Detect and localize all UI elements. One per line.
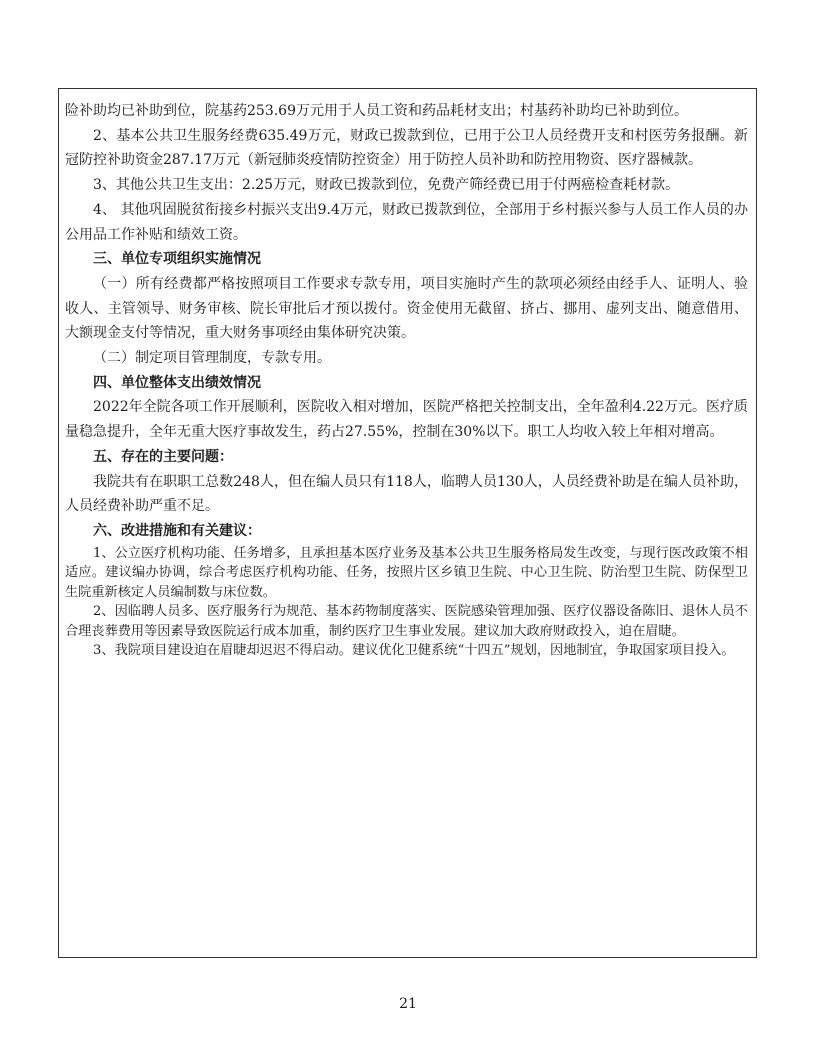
content-frame: [58, 88, 757, 958]
section-4-heading: 四、单位整体支出绩效情况: [93, 374, 261, 391]
paragraph-rural-revitalization: 4、 其他巩固脱贫衔接乡村振兴支出9.4万元，财政已拨款到位，全部用于乡村振兴参与人员工作人员的办公用品工作补贴和绩效工资。: [65, 201, 748, 243]
document-body: [65, 99, 748, 661]
paragraph-other-public-health: 3、其他公共卫生支出：2.25万元，财政已拨款到位，免费产筛经费已用于付两癌检查耗材款。: [93, 177, 680, 194]
section-3-heading: 三、单位专项组织实施情况: [93, 251, 261, 268]
page-number: 21: [399, 996, 417, 1012]
paragraph-public-health-funds: 2、基本公共卫生服务经费635.49万元，财政已拨款到位，已用于公卫人员经费开支和村医劳务报酬。新冠防控补助资金287.17万元（新冠肺炎疫情防控资金）用于防控人员补助和防控用物资、医疗器械款。: [65, 127, 748, 169]
paragraph-carryover: 险补助均已补助到位，院基药253.69万元用于人员工资和药品耗材支出；村基药补助均已补助到位。: [65, 103, 688, 119]
section-3-paragraph-1: （一）所有经费都严格按照项目工作要求专款专用，项目实施时产生的款项必须经由经手人、证明人、验收人、主管领导、财务审核、院长审批后才预以拨付。资金使用无截留、挤占、挪用、虚列支出、随意借用、大额现金支付等情况，重大财务事项经由集体研究决策。: [65, 275, 748, 342]
section-4-paragraph-1: 2022年全院各项工作开展顺利，医院收入相对增加，医院严格把关控制支出，全年盈利4.22万元。医疗质量稳急提升，全年无重大医疗事故发生，药占27.55%，控制在30%以下。职工人均收入较上年相对增高。: [65, 399, 748, 441]
section-5-heading: 五、存在的主要问题：: [93, 448, 233, 465]
section-5-paragraph-1: 我院共有在职职工总数248人，但在编人员只有118人，临聘人员130人，人员经费补助是在编人员补助，人员经费补助严重不足。: [65, 473, 748, 515]
section-6-heading: 六、改进措施和有关建议：: [93, 522, 261, 539]
section-6-paragraph-3: 3、我院项目建设迫在眉睫却迟迟不得启动。建议优化卫健系统“十四五”规划，因地制宜，争取国家项目投入。: [93, 643, 735, 659]
section-3-paragraph-2: （二）制定项目管理制度，专款专用。: [93, 350, 331, 367]
section-6-paragraph-1: 1、公立医疗机构功能、任务增多，且承担基本医疗业务及基本公共卫生服务格局发生改变，与现行医改政策不相适应。建议编办协调，综合考虑医疗机构功能、任务，按照片区乡镇卫生院、中心卫生院、防治型卫生院、防保型卫生院重新核定人员编制数与床位数。: [65, 545, 748, 600]
section-6-paragraph-2: 2、因临聘人员多、医疗服务行为规范、基本药物制度落实、医院感染管理加强、医疗仪器设备陈旧、退休人员不合理丧葬费用等因素导致医院运行成本加重，制约医疗卫生事业发展。建议加大政府财政投入，迫在眉睫。: [65, 604, 748, 639]
